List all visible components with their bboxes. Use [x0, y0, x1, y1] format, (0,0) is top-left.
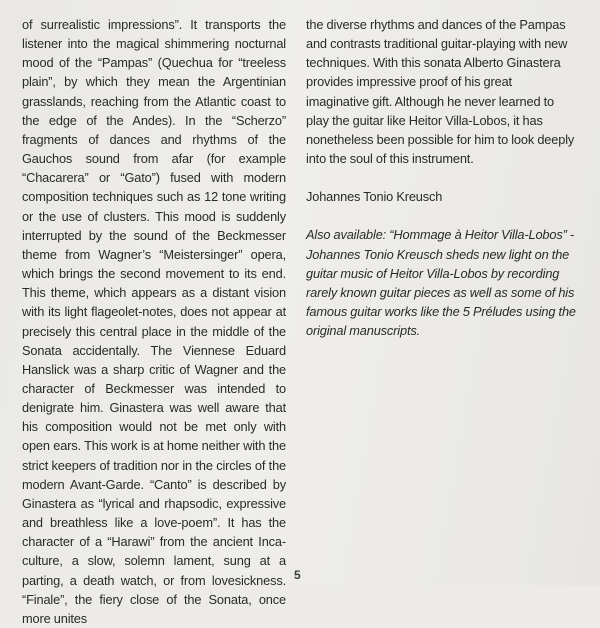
right-column	[306, 15, 576, 340]
right-column-paragraph: the diverse rhythms and dances of the Pampas and contrasts traditional guitar-playing with new techniques. With this sonata Alberto Ginastera provides impressive proof of his great imaginative gift. Although he never learned to play the guitar like Heitor Villa-Lobos, it has nonetheless been possible for him to look deeply into the soul of this instrument.	[306, 17, 575, 167]
author-signature: Johannes Tonio Kreusch	[306, 189, 443, 205]
left-column-paragraph: of surrealistic impressions”. It transports the listener into the magical shimmering nocturnal mood of the “Pampas” (Quechua for “treeless plain”, by which they mean the Argentinian grasslands, reaching from the Atlantic coast to the edge of the Andes). In the “Scherzo” fragments of dances and rhythms of the Gauchos sound from afar (for example “Chacarera” or “Gato”) fused with modern composition techniques such as 12 tone writing or the use of clusters. This mood is suddenly interrupted by the sound of the Beckmesser theme from Wagner’s “Meistersinger” opera, which brings the second movement to its end. This theme, which appears as a distant vision with its light flageolet-notes, does not appear at precisely this central place in the middle of the Sonata accidentally. The Viennese Eduard Hanslick was a sharp critic of Wagner and the character of Beckmesser was intended to denigrate him. Ginastera was well aware that his composition would not be met only with open ears. This work is at home neither with the strict keepers of tradition nor in the circles of the modern Avant-Garde. “Canto” is described by Ginastera as “lyrical and rhapsodic, expressive and breathless like a love-poem”. It has the character of a “Harawi” from the ancient Inca-culture, a slow, solemn lament, sung at a parting, a death watch, or from lovesickness. “Finale”, the fiery close of the Sonata, once more unites	[22, 17, 286, 626]
left-column	[22, 15, 286, 628]
also-available-note: Also available: “Hommage à Heitor Villa-Lobos” - Johannes Tonio Kreusch sheds new light on the guitar music of Heitor Villa-Lobos by recording rarely known guitar pieces as well as some of his famous guitar works like the 5 Préludes using the original manuscripts.	[306, 227, 576, 339]
page-number: 5	[294, 568, 301, 582]
